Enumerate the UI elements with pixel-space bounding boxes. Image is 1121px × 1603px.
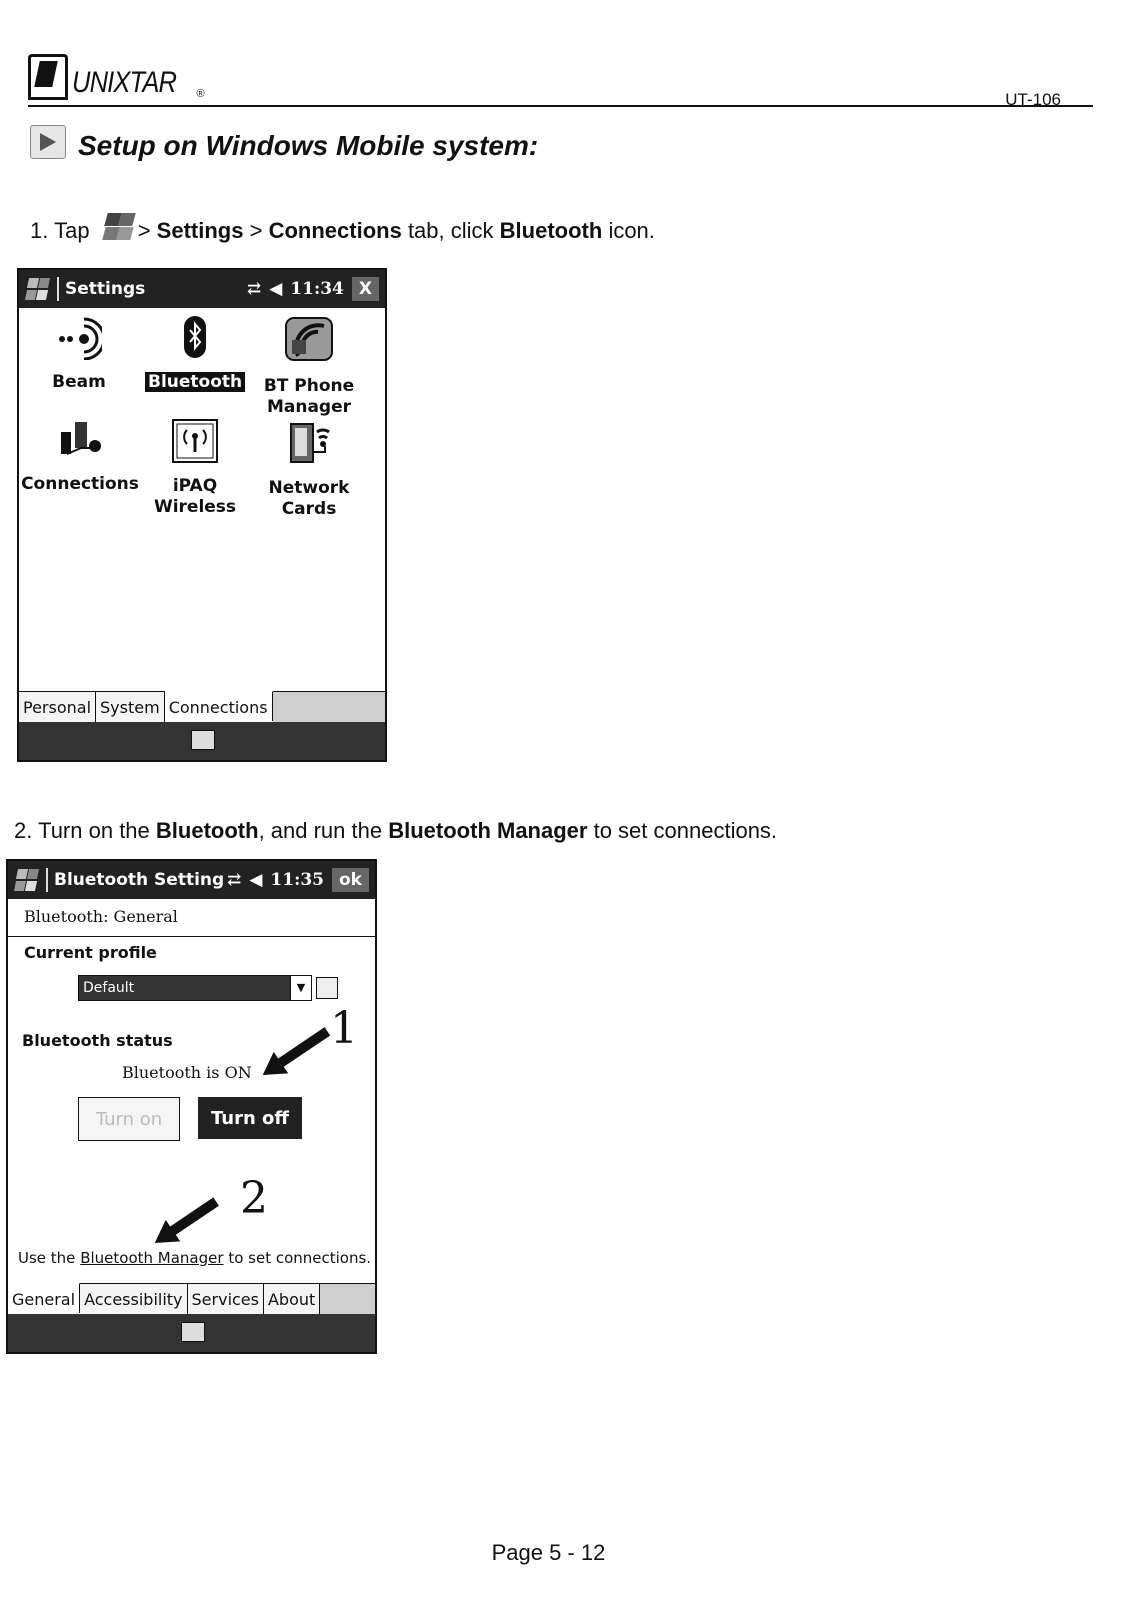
step-1-connections: Connections <box>268 218 402 243</box>
step-1-settings: Settings <box>156 218 244 243</box>
status-label: Bluetooth status <box>22 1031 173 1050</box>
bluetooth-icon <box>172 314 218 360</box>
app-label: BT Phone Manager <box>263 376 355 417</box>
step-2-manager: Bluetooth Manager <box>388 818 588 843</box>
registered-mark: ® <box>196 88 205 100</box>
app-label: Beam <box>52 372 106 392</box>
brand-logo <box>28 50 205 100</box>
step-2-turn-on: Turn on the <box>38 818 150 843</box>
bluetooth-title: Bluetooth Setting <box>54 870 225 890</box>
use-the-text: Use the <box>18 1249 76 1267</box>
page-number: Page 5 - 12 <box>491 1540 606 1565</box>
keyboard-icon[interactable] <box>181 1322 205 1342</box>
bt-phone-manager-icon <box>284 314 334 364</box>
step-1-gt-1: > <box>137 218 151 243</box>
app-label: Network Cards <box>268 478 350 519</box>
to-set-text: to set connections. <box>228 1249 372 1267</box>
logo-mark-icon <box>28 54 68 100</box>
app-bluetooth[interactable] <box>145 314 245 393</box>
start-menu-icon[interactable] <box>14 867 40 893</box>
bluetooth-manager-link[interactable]: Bluetooth Manager <box>80 1249 224 1267</box>
app-connections[interactable] <box>21 418 139 495</box>
section-title: Setup on Windows Mobile system: <box>78 130 539 161</box>
bluetooth-tabs <box>8 1283 375 1314</box>
ipaq-wireless-icon <box>171 418 219 464</box>
annotation-arrow-1 <box>273 1027 330 1070</box>
settings-screen <box>17 268 387 762</box>
profile-value: Default <box>83 980 135 996</box>
app-network-cards[interactable] <box>259 418 359 520</box>
connectivity-icon[interactable]: ⇄ <box>246 279 262 299</box>
tab-connections[interactable]: Connections <box>165 691 273 721</box>
clock[interactable]: 11:34 <box>290 279 344 299</box>
tab-personal[interactable]: Personal <box>19 692 96 722</box>
tab-system[interactable]: System <box>96 692 165 722</box>
step-1-icon-word: icon. <box>608 218 655 243</box>
network-cards-icon <box>285 418 333 466</box>
tab-about[interactable]: About <box>264 1284 320 1314</box>
connections-icon <box>57 418 103 462</box>
bluetooth-titlebar <box>8 861 375 899</box>
tab-general[interactable]: General <box>8 1283 80 1313</box>
step-1-instruction <box>30 210 655 244</box>
step-2-tail: to set connections. <box>593 818 778 843</box>
app-label: Connections <box>21 474 139 494</box>
annotation-2: 2 <box>240 1173 268 1224</box>
turn-on-button[interactable]: Turn on <box>78 1097 180 1141</box>
app-ipaq-wireless[interactable] <box>145 418 245 518</box>
status-value: Bluetooth is ON <box>122 1063 252 1082</box>
profile-edit-icon[interactable] <box>316 977 338 999</box>
settings-title: Settings <box>65 279 146 299</box>
profile-select[interactable] <box>78 975 312 1001</box>
beam-icon <box>56 314 102 360</box>
tab-accessibility[interactable]: Accessibility <box>80 1284 187 1314</box>
app-label: iPAQ Wireless <box>153 476 237 517</box>
step-2-bluetooth: Bluetooth <box>155 818 259 843</box>
ok-button[interactable]: ok <box>332 868 369 892</box>
settings-titlebar <box>19 270 385 308</box>
chevron-down-icon[interactable]: ▼ <box>290 976 311 1000</box>
profile-label: Current profile <box>24 943 157 962</box>
start-menu-icon[interactable] <box>25 276 51 302</box>
step-1-tap: Tap <box>54 218 90 243</box>
close-button[interactable]: X <box>352 277 379 301</box>
step-1-tab-click: tab, click <box>407 218 494 243</box>
header-rule <box>28 105 1093 107</box>
volume-icon[interactable]: ◀ <box>269 279 283 299</box>
step-2-and-run: , and run the <box>258 818 383 843</box>
bluetooth-menu-bar <box>8 1314 375 1352</box>
step-1-gt-2: > <box>249 218 263 243</box>
brand-name: UNIXTAR <box>72 66 177 99</box>
windows-start-icon <box>100 210 134 244</box>
annotation-arrow-2 <box>165 1197 219 1238</box>
play-bullet-icon <box>30 125 66 159</box>
manager-link-line <box>18 1249 371 1267</box>
bluetooth-setting-screen <box>6 859 377 1354</box>
clock[interactable]: 11:35 <box>270 870 324 890</box>
step-1-bluetooth: Bluetooth <box>499 218 603 243</box>
section-divider <box>8 936 375 937</box>
app-label: Bluetooth <box>145 372 245 392</box>
connectivity-icon[interactable]: ⇄ <box>227 870 242 890</box>
settings-menu-bar <box>19 722 385 760</box>
step-2-instruction <box>14 818 777 844</box>
settings-tabs <box>19 691 385 722</box>
document-code: UT-106 <box>1005 90 1061 109</box>
annotation-1: 1 <box>330 1003 358 1054</box>
turn-off-button[interactable]: Turn off <box>198 1097 302 1139</box>
volume-icon[interactable]: ◀ <box>249 870 263 890</box>
step-1-number: 1. <box>30 218 49 243</box>
app-bt-phone-manager[interactable] <box>259 314 359 418</box>
tab-services[interactable]: Services <box>188 1284 264 1314</box>
step-2-number: 2. <box>14 818 33 843</box>
section-header: Bluetooth: General <box>24 907 178 926</box>
keyboard-icon[interactable] <box>191 730 215 750</box>
app-beam[interactable] <box>29 314 129 393</box>
